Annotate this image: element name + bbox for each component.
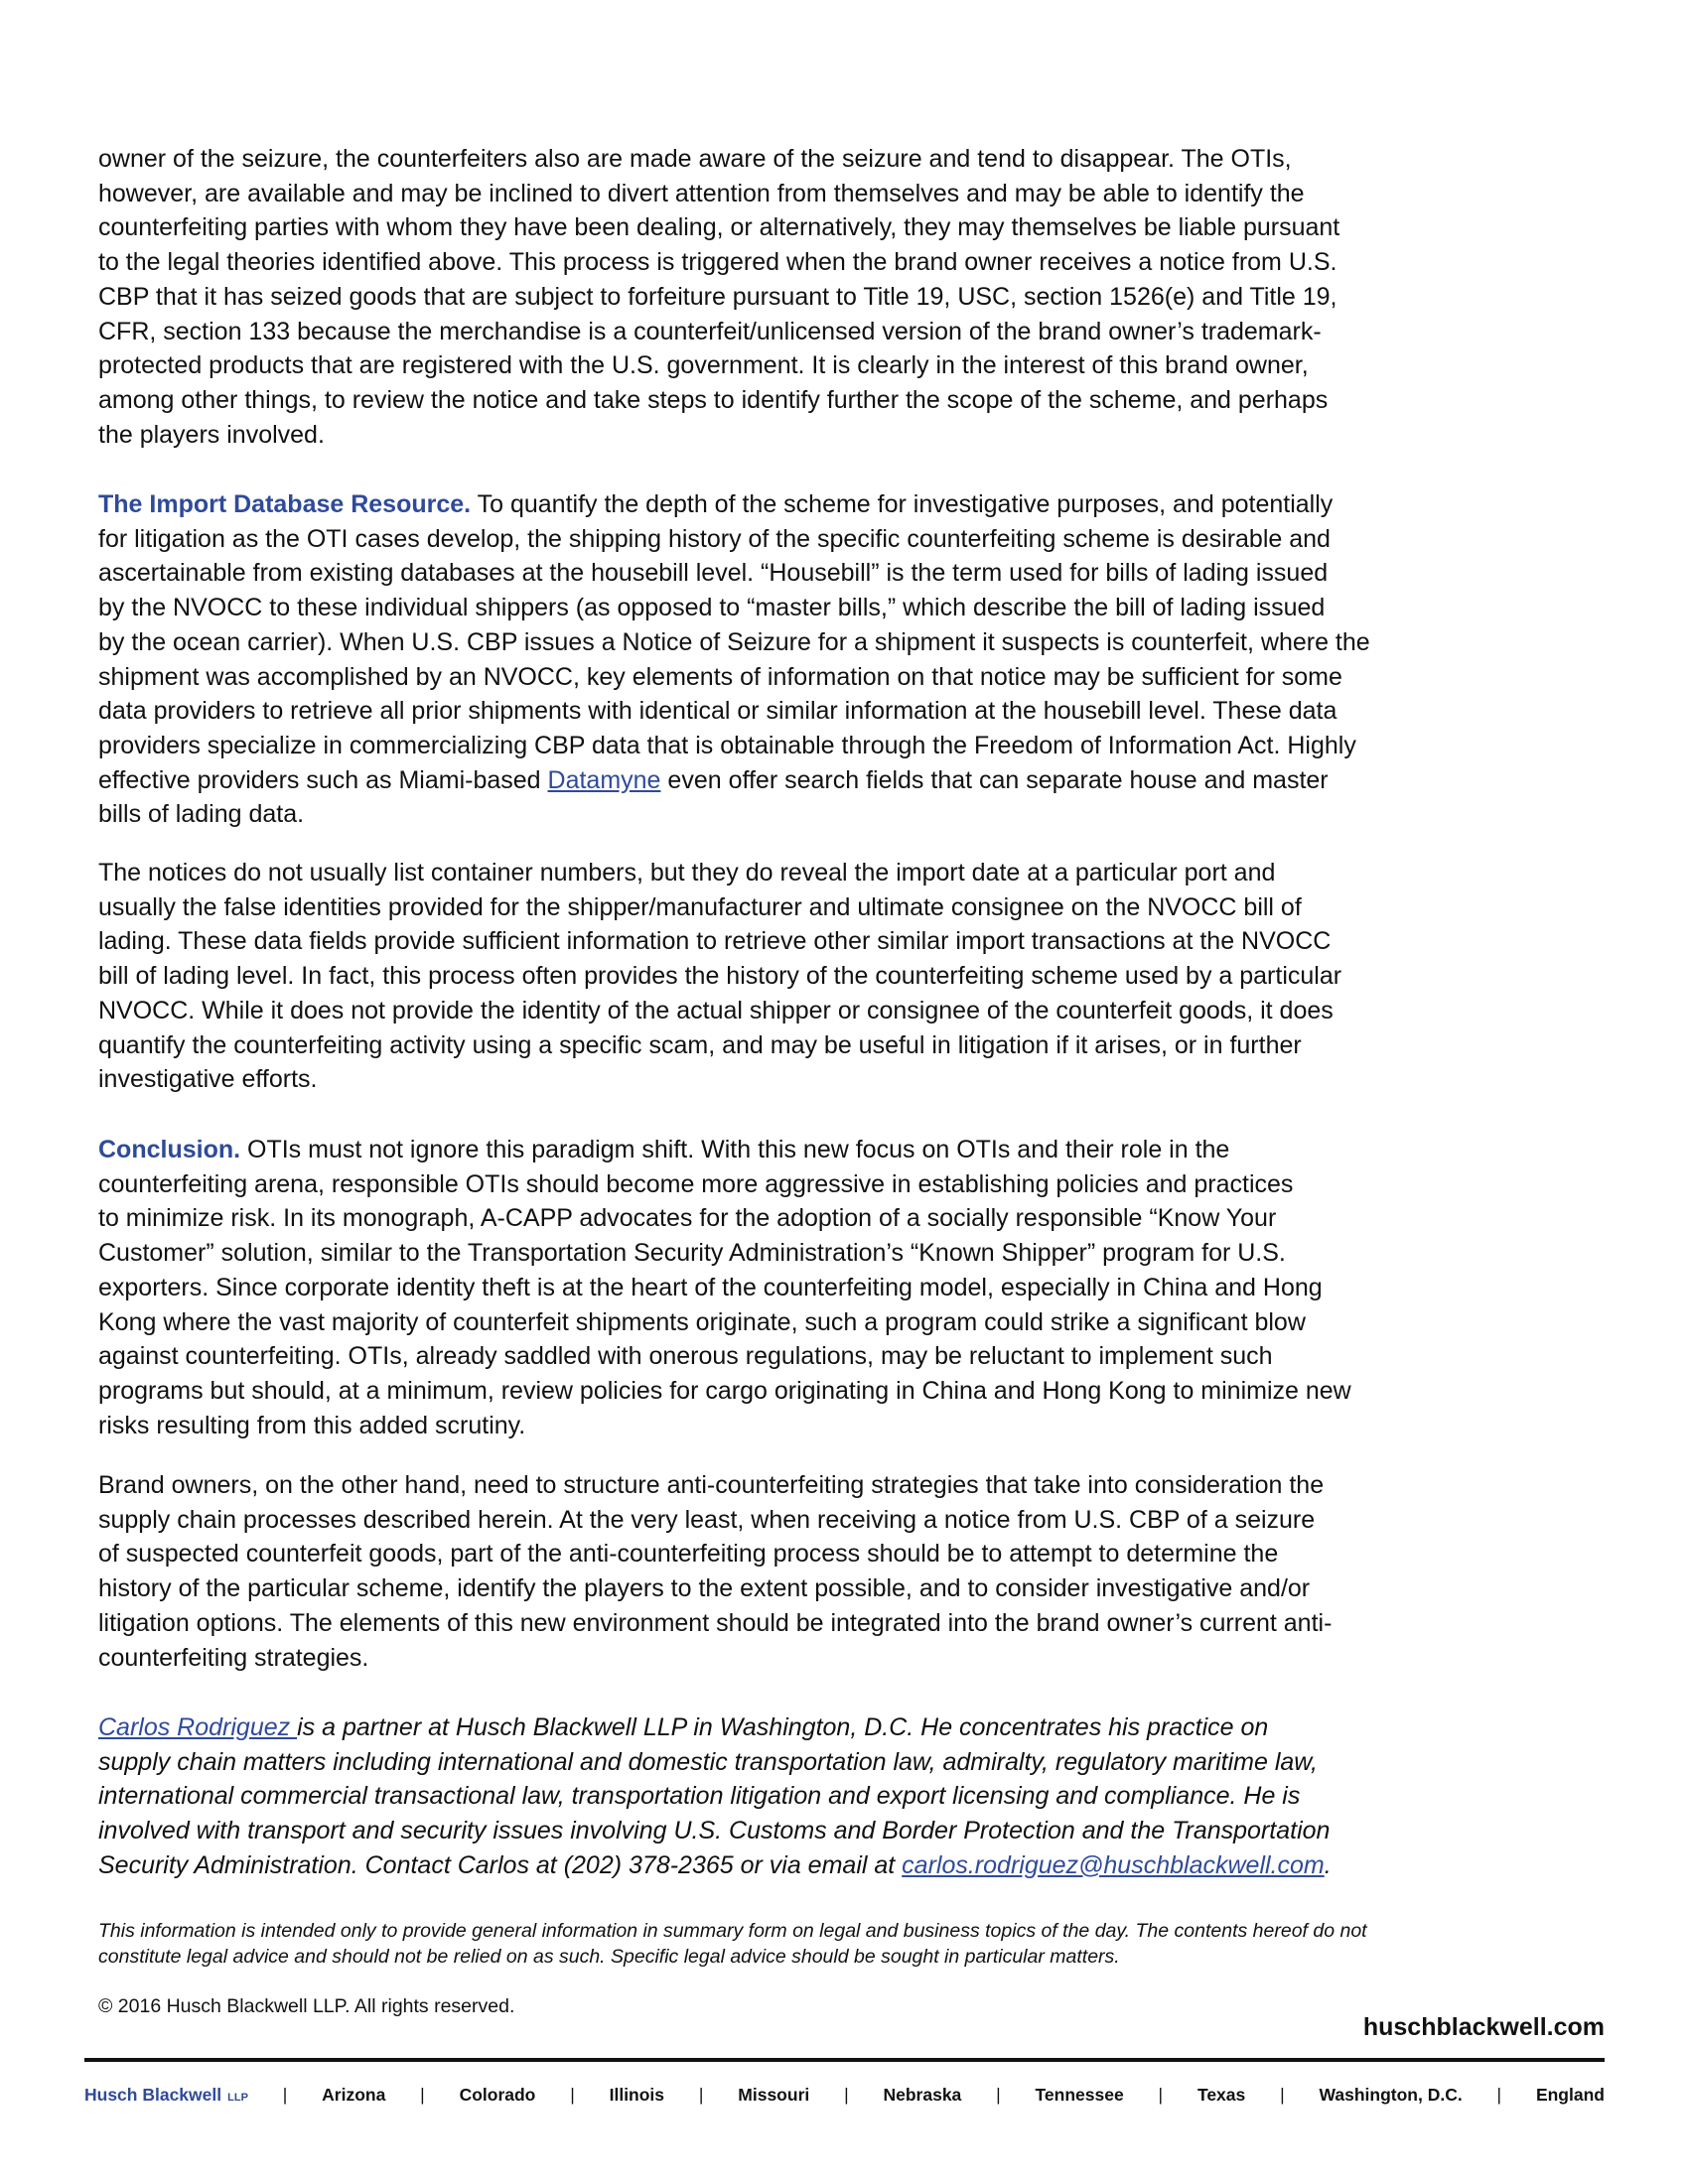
text-line: Customer” solution, similar to the Transportation Security Administration’s “Known Shipper” program for U.S. — [98, 1239, 1286, 1268]
text-line: risks resulting from this added scrutiny. — [98, 1411, 526, 1439]
separator: | — [1496, 2085, 1502, 2105]
text-line: constitute legal advice and should not be relied on as such. Specific legal advice should be sought in particular matters. — [98, 1946, 1120, 1968]
text-line: exporters. Since corporate identity theft is at the heart of the counterfeiting model, especially in China and Hong — [98, 1273, 1323, 1301]
text-line: usually the false identities provided for the shipper/manufacturer and ultimate consignee on the NVOCC bill of — [98, 892, 1302, 921]
text-line: Kong where the vast majority of counterfeit shipments originate, such a program could strike a significant blow — [98, 1307, 1306, 1336]
separator: | — [1158, 2085, 1164, 2105]
footer-brand — [84, 2085, 248, 2106]
office-tennessee: Tennessee — [1035, 2085, 1124, 2105]
text-line: NVOCC. While it does not provide the identity of the actual shipper or consignee of the counterfeit goods, it does — [98, 996, 1334, 1024]
text-line: history of the particular scheme, identify the players to the extent possible, and to consider investigative and/or — [98, 1574, 1311, 1603]
text: OTIs must not ignore this paradigm shift. With this new focus on OTIs and their role in the — [240, 1136, 1230, 1163]
text-line: quantify the counterfeiting activity using a specific scam, and may be useful in litigation if it arises, or in further — [98, 1030, 1302, 1059]
text-line: counterfeiting strategies. — [98, 1643, 369, 1672]
office-colorado: Colorado — [459, 2085, 536, 2105]
text: is a partner at Husch Blackwell LLP in Washington, D.C. He concentrates his practice on — [297, 1713, 1269, 1741]
office-arizona: Arizona — [322, 2085, 386, 2105]
footer-offices — [84, 2085, 1605, 2106]
text-line — [98, 1848, 1588, 1883]
email-link[interactable]: carlos.rodriguez@huschblackwell.com — [902, 1850, 1325, 1879]
text: effective providers such as Miami-based — [98, 765, 548, 794]
text-line: counterfeiting parties with whom they have been dealing, or alternatively, they may themselves be liable pursuant — [98, 213, 1340, 242]
text-line: litigation options. The elements of this new environment should be integrated into the brand owner’s current anti- — [98, 1608, 1333, 1637]
brand-name: Husch Blackwell — [84, 2085, 222, 2105]
brand-llp: LLP — [227, 2092, 248, 2104]
text-line: among other things, to review the notice and take steps to identify further the scope of the scheme, and perhaps — [98, 385, 1329, 414]
office-texas: Texas — [1196, 2085, 1246, 2105]
text-line — [98, 487, 1588, 522]
paragraph-notices — [98, 856, 1588, 1097]
paragraph-seizure-intro — [98, 142, 1588, 452]
separator: | — [698, 2085, 704, 2105]
text: To quantify the depth of the scheme for investigative purposes, and potentially — [471, 490, 1334, 518]
text-line: the players involved. — [98, 420, 325, 449]
text-line: protected products that are registered with the U.S. government. It is clearly in the interest of this brand owner, — [98, 351, 1309, 380]
separator: | — [996, 2085, 1001, 2105]
paragraph-brand-owners — [98, 1468, 1588, 1675]
footer-divider — [84, 2058, 1605, 2062]
text-line: owner of the seizure, the counterfeiters also are made aware of the seizure and tend to disappear. The OTIs, — [98, 145, 1292, 173]
text-line: CFR, section 133 because the merchandise is a counterfeit/unlicensed version of the brand owner’s trademark- — [98, 317, 1322, 345]
copyright: © 2016 Husch Blackwell LLP. All rights reserved. — [98, 1995, 515, 2017]
separator: | — [570, 2085, 575, 2105]
text-line: counterfeiting arena, responsible OTIs should become more aggressive in establishing policies and practices — [98, 1169, 1294, 1198]
text: even offer search fields that can separate house and master — [660, 765, 1329, 794]
text-line — [98, 1133, 1588, 1167]
text-line: against counterfeiting. OTIs, already saddled with onerous regulations, may be reluctant to implement such — [98, 1342, 1273, 1371]
separator: | — [420, 2085, 425, 2105]
text: . — [1324, 1850, 1332, 1879]
text-line: bills of lading data. — [98, 800, 305, 829]
disclaimer — [98, 1918, 1367, 1970]
office-england: England — [1535, 2085, 1605, 2105]
text-line: involved with transport and security issues involving U.S. Customs and Border Protection and the Transportation — [98, 1817, 1331, 1845]
text-line: to minimize risk. In its monograph, A-CAPP advocates for the adoption of a socially responsible “Know Your — [98, 1204, 1277, 1233]
website-link[interactable]: huschblackwell.com — [1362, 2013, 1605, 2041]
separator: | — [844, 2085, 849, 2105]
author-link[interactable]: Carlos Rodriguez — [98, 1713, 298, 1741]
text-line: data providers to retrieve all prior shipments with identical or similar information at the housebill level. These data — [98, 697, 1337, 726]
datamyne-link[interactable]: Datamyne — [547, 765, 661, 794]
section-heading-conclusion: Conclusion. — [98, 1136, 241, 1163]
separator: | — [1280, 2085, 1285, 2105]
text-line: to the legal theories identified above. This process is triggered when the brand owner receives a notice from U.S. — [98, 248, 1337, 277]
text-line: for litigation as the OTI cases develop, the shipping history of the specific counterfeiting scheme is desirable and — [98, 524, 1331, 553]
text-line: international commercial transactional law, transportation litigation and export licensing and compliance. He is — [98, 1782, 1301, 1811]
paragraph-conclusion — [98, 1133, 1588, 1442]
text-line: however, are available and may be inclined to divert attention from themselves and may be able to identify the — [98, 179, 1305, 207]
text-line: ascertainable from existing databases at the housebill level. “Housebill” is the term used for bills of lading issued — [98, 559, 1329, 588]
text-line: shipment was accomplished by an NVOCC, key elements of information on that notice may be sufficient for some — [98, 662, 1342, 691]
office-missouri: Missouri — [738, 2085, 810, 2105]
text-line — [98, 763, 1588, 798]
text-line: investigative efforts. — [98, 1065, 318, 1094]
text-line: by the NVOCC to these individual shippers (as opposed to “master bills,” which describe the bill of lading issued — [98, 594, 1326, 622]
text-line: by the ocean carrier). When U.S. CBP issues a Notice of Seizure for a shipment it suspects is counterfeit, where the — [98, 627, 1370, 656]
text-line: of suspected counterfeit goods, part of the anti-counterfeiting process should be to attempt to determine the — [98, 1540, 1279, 1569]
text-line: Brand owners, on the other hand, need to structure anti-counterfeiting strategies that take into consideration the — [98, 1471, 1325, 1499]
office-illinois: Illinois — [609, 2085, 665, 2105]
text-line: programs but should, at a minimum, review policies for cargo originating in China and Hong Kong to minimize new — [98, 1376, 1351, 1405]
text-line: The notices do not usually list container numbers, but they do reveal the import date at a particular port and — [98, 859, 1276, 887]
text-line: bill of lading level. In fact, this process often provides the history of the counterfeiting scheme used by a particular — [98, 962, 1342, 991]
text-line: supply chain matters including international and domestic transportation law, admiralty, regulatory maritime law, — [98, 1747, 1318, 1776]
author-bio — [98, 1710, 1588, 1883]
text-line — [98, 1710, 1588, 1745]
text-line: This information is intended only to provide general information in summary form on legal and business topics of the day. The contents hereof do not — [98, 1920, 1367, 1942]
text: Security Administration. Contact Carlos at (202) 378-2365 or via email at — [98, 1850, 903, 1879]
section-heading-import-database: The Import Database Resource. — [98, 490, 472, 518]
paragraph-import-database — [98, 487, 1588, 832]
text-line: lading. These data fields provide sufficient information to retrieve other similar import transactions at the NVOCC — [98, 927, 1332, 956]
separator: | — [282, 2085, 288, 2105]
text-line: CBP that it has seized goods that are subject to forfeiture pursuant to Title 19, USC, section 1526(e) and Title 19, — [98, 282, 1337, 311]
office-washington-dc: Washington, D.C. — [1319, 2085, 1463, 2105]
office-nebraska: Nebraska — [883, 2085, 962, 2105]
text-line: providers specialize in commercializing CBP data that is obtainable through the Freedom of Information Act. Highly — [98, 731, 1356, 759]
text-line: supply chain processes described herein. At the very least, when receiving a notice from U.S. CBP of a seizure — [98, 1505, 1316, 1534]
